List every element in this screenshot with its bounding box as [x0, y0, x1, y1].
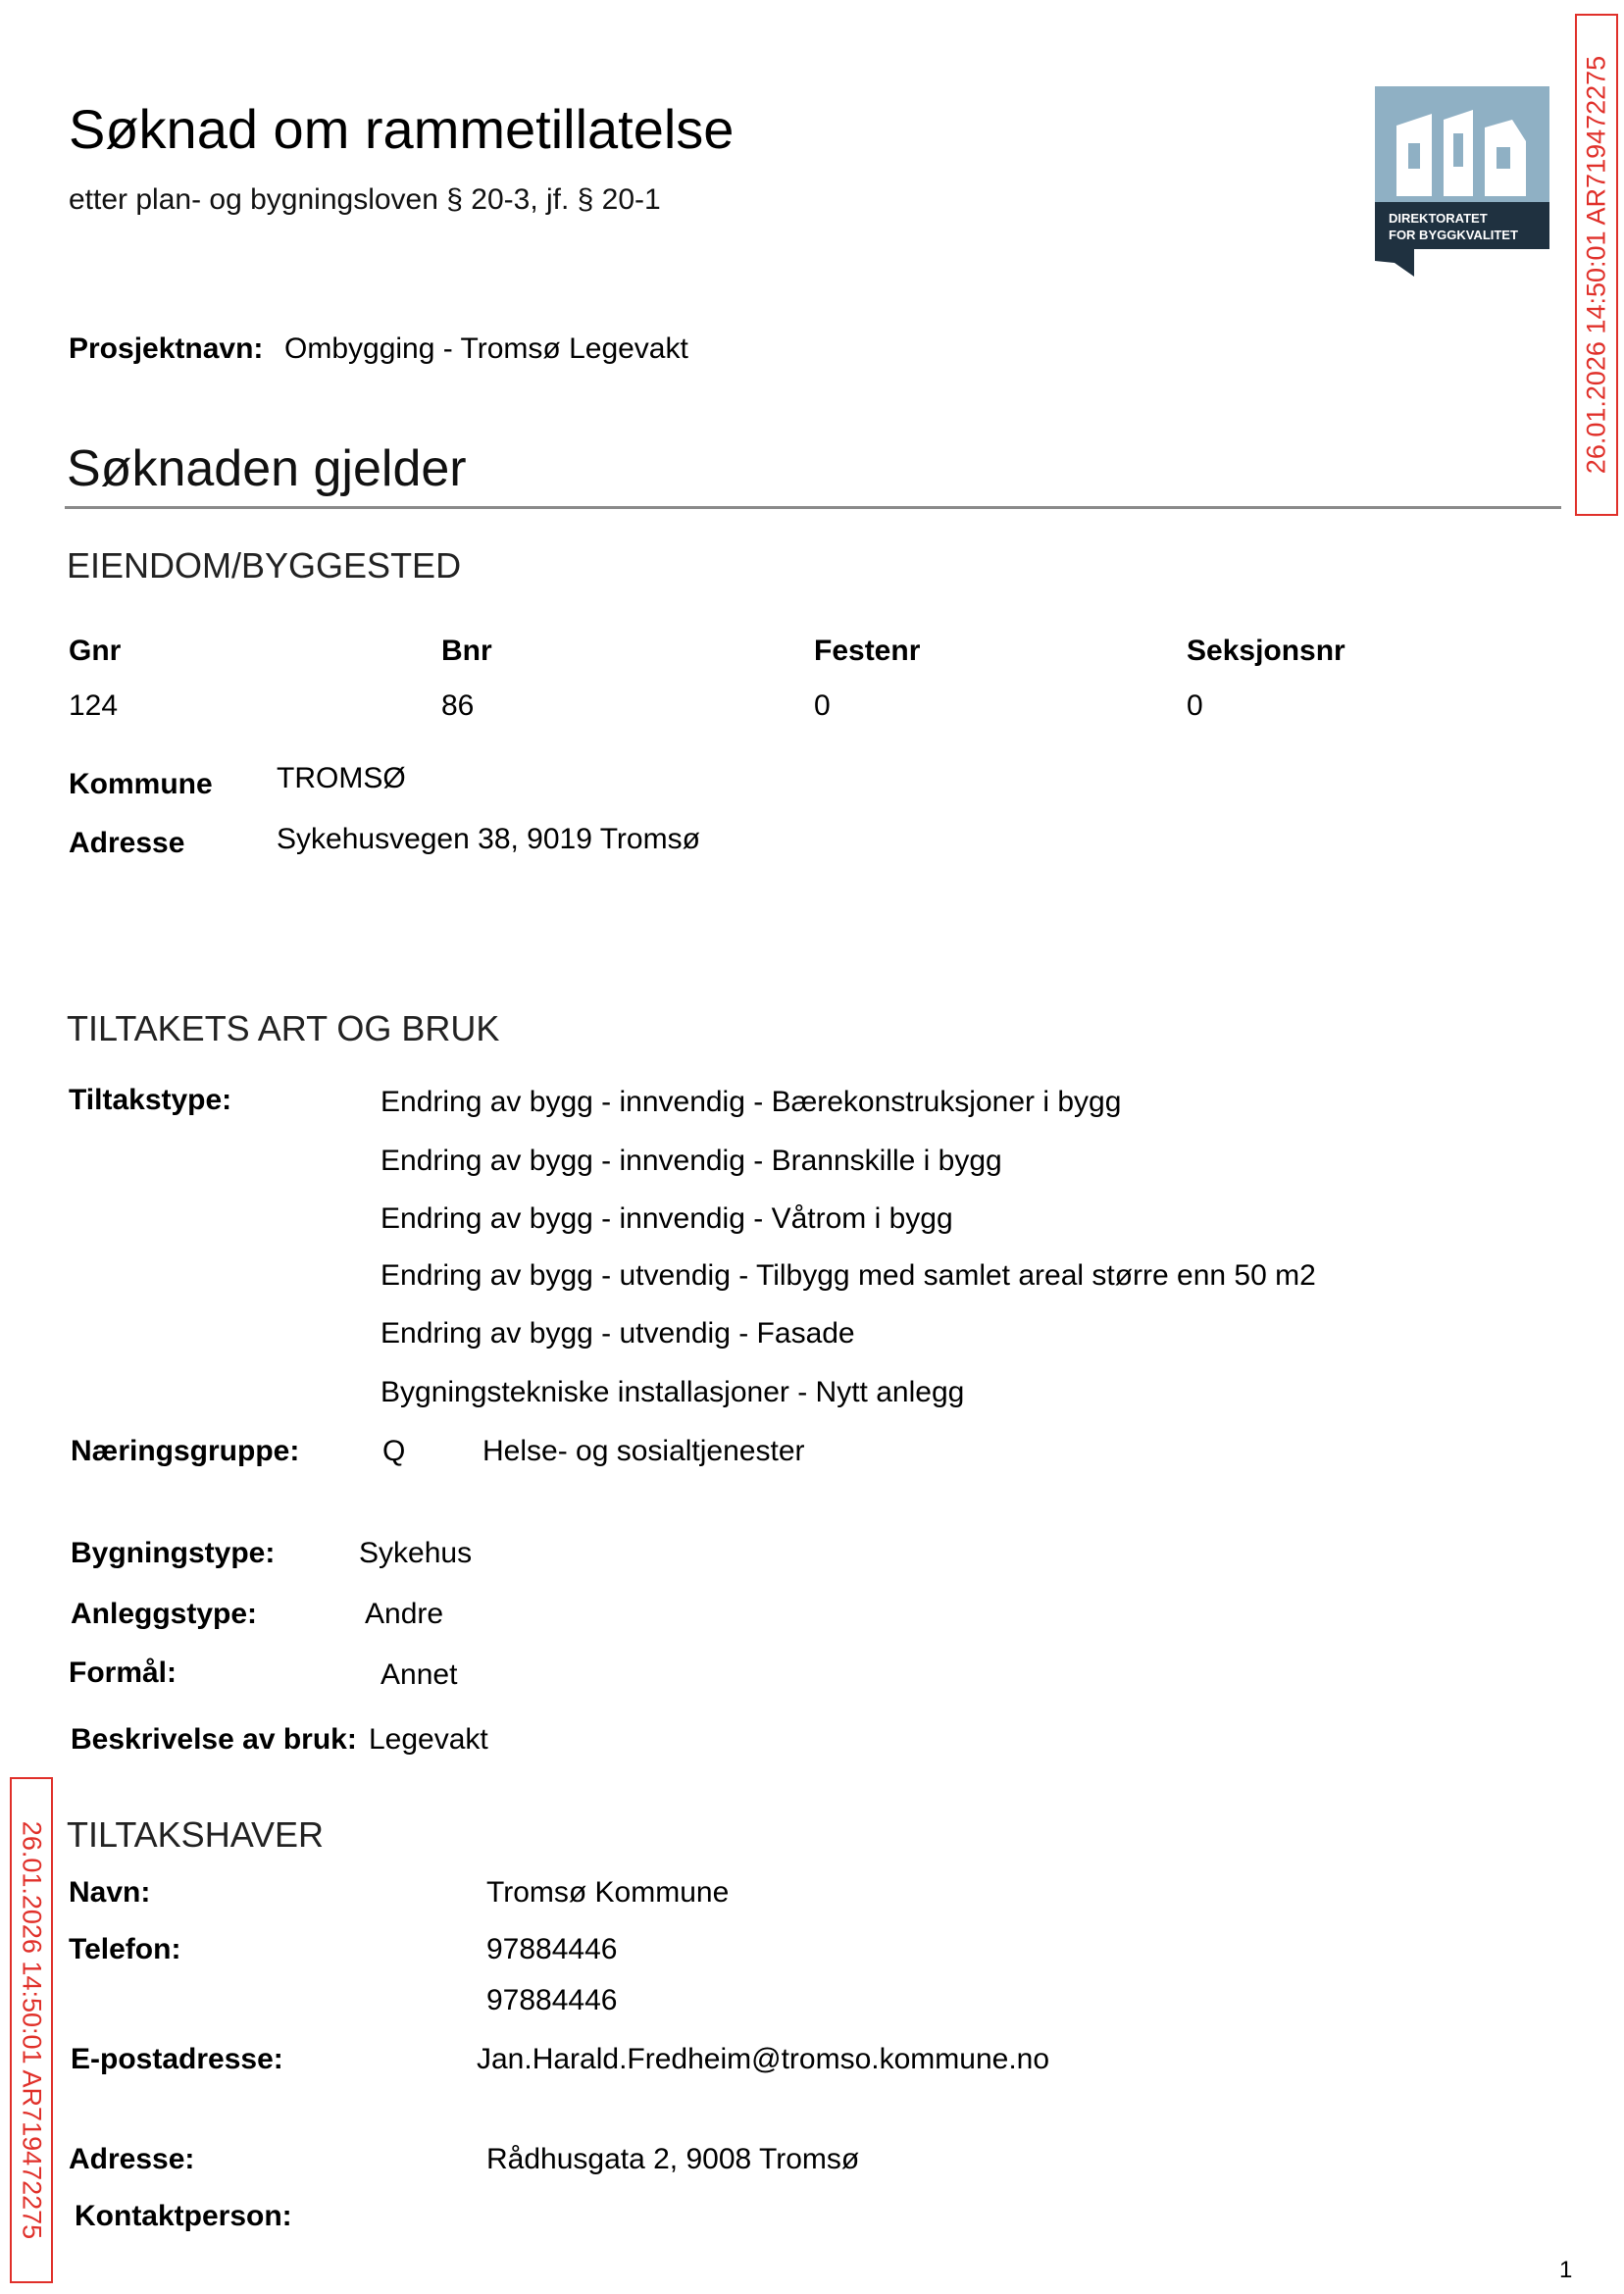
tiltakstype-item: Endring av bygg - innvendig - Bærekonstruksjoner i bygg	[381, 1086, 1122, 1118]
tiltakstype-item: Endring av bygg - innvendig - Brannskille i bygg	[381, 1145, 1002, 1177]
tiltakshaver-adresse-label: Adresse:	[69, 2143, 195, 2175]
page-number: 1	[1559, 2257, 1573, 2283]
festenr-label: Festenr	[814, 635, 921, 667]
tiltakshaver-adresse-value: Rådhusgata 2, 9008 Tromsø	[486, 2143, 860, 2175]
logo-line2: FOR BYGGKVALITET	[1389, 228, 1518, 242]
timestamp-stamp-text: 26.01.2026 14:50:01 AR719472275	[1581, 55, 1611, 475]
logo-line1: DIREKTORATET	[1389, 211, 1488, 226]
epost-value: Jan.Harald.Fredheim@tromso.kommune.no	[477, 2043, 1050, 2075]
bnr-label: Bnr	[441, 635, 492, 667]
anleggstype-label: Anleggstype:	[71, 1598, 258, 1630]
adresse-label: Adresse	[69, 827, 185, 859]
kommune-value: TROMSØ	[277, 762, 406, 794]
project-name-label: Prosjektnavn:	[69, 332, 264, 365]
formal-value: Annet	[381, 1658, 458, 1691]
kontaktperson-label: Kontaktperson:	[75, 2200, 292, 2232]
festenr-value: 0	[814, 689, 831, 722]
section-divider	[65, 506, 1561, 509]
adresse-value: Sykehusvegen 38, 9019 Tromsø	[277, 823, 700, 855]
bnr-value: 86	[441, 689, 475, 722]
seksjonsnr-value: 0	[1187, 689, 1203, 722]
kommune-label: Kommune	[69, 768, 213, 800]
timestamp-stamp	[10, 1777, 53, 2283]
tiltakstype-item: Endring av bygg - utvendig - Tilbygg med samlet areal større enn 50 m2	[381, 1259, 1316, 1292]
document-title: Søknad om rammetillatelse	[69, 98, 735, 160]
tiltakshaver-heading: TILTAKSHAVER	[67, 1814, 325, 1855]
bygningstype-label: Bygningstype:	[71, 1537, 276, 1569]
anleggstype-value: Andre	[365, 1598, 444, 1630]
tiltakstype-item: Endring av bygg - utvendig - Fasade	[381, 1317, 855, 1350]
property-heading: EIENDOM/BYGGESTED	[67, 545, 462, 586]
bygningstype-value: Sykehus	[359, 1537, 473, 1569]
tiltakstype-item: Bygningstekniske installasjoner - Nytt anlegg	[381, 1376, 965, 1408]
dibk-logo-icon	[1375, 86, 1549, 277]
naeringsgruppe-name: Helse- og sosialtjenester	[482, 1435, 805, 1467]
section-heading: Søknaden gjelder	[67, 440, 467, 497]
naeringsgruppe-label: Næringsgruppe:	[71, 1435, 300, 1467]
tiltakstype-label: Tiltakstype:	[69, 1084, 232, 1116]
navn-label: Navn:	[69, 1876, 151, 1909]
timestamp-stamp	[1575, 14, 1618, 516]
epost-label: E-postadresse:	[71, 2043, 283, 2075]
bruk-value: Legevakt	[369, 1723, 488, 1756]
telefon-label: Telefon:	[69, 1933, 181, 1965]
naeringsgruppe-code: Q	[382, 1435, 406, 1467]
dibk-logo	[1375, 86, 1549, 277]
tiltak-heading: TILTAKETS ART OG BRUK	[67, 1008, 500, 1048]
formal-label: Formål:	[69, 1657, 178, 1689]
telefon-value: 97884446	[486, 1984, 618, 2016]
tiltakstype-item: Endring av bygg - innvendig - Våtrom i bygg	[381, 1202, 953, 1235]
seksjonsnr-label: Seksjonsnr	[1187, 635, 1345, 667]
document-subtitle: etter plan- og bygningsloven § 20-3, jf. § 20-1	[69, 183, 661, 216]
project-name-value: Ombygging - Tromsø Legevakt	[284, 332, 688, 365]
navn-value: Tromsø Kommune	[486, 1876, 730, 1909]
gnr-value: 124	[69, 689, 119, 722]
gnr-label: Gnr	[69, 635, 122, 667]
timestamp-stamp-text: 26.01.2026 14:50:01 AR719472275	[17, 1820, 47, 2240]
bruk-label: Beskrivelse av bruk:	[71, 1723, 357, 1756]
telefon-value: 97884446	[486, 1933, 618, 1965]
